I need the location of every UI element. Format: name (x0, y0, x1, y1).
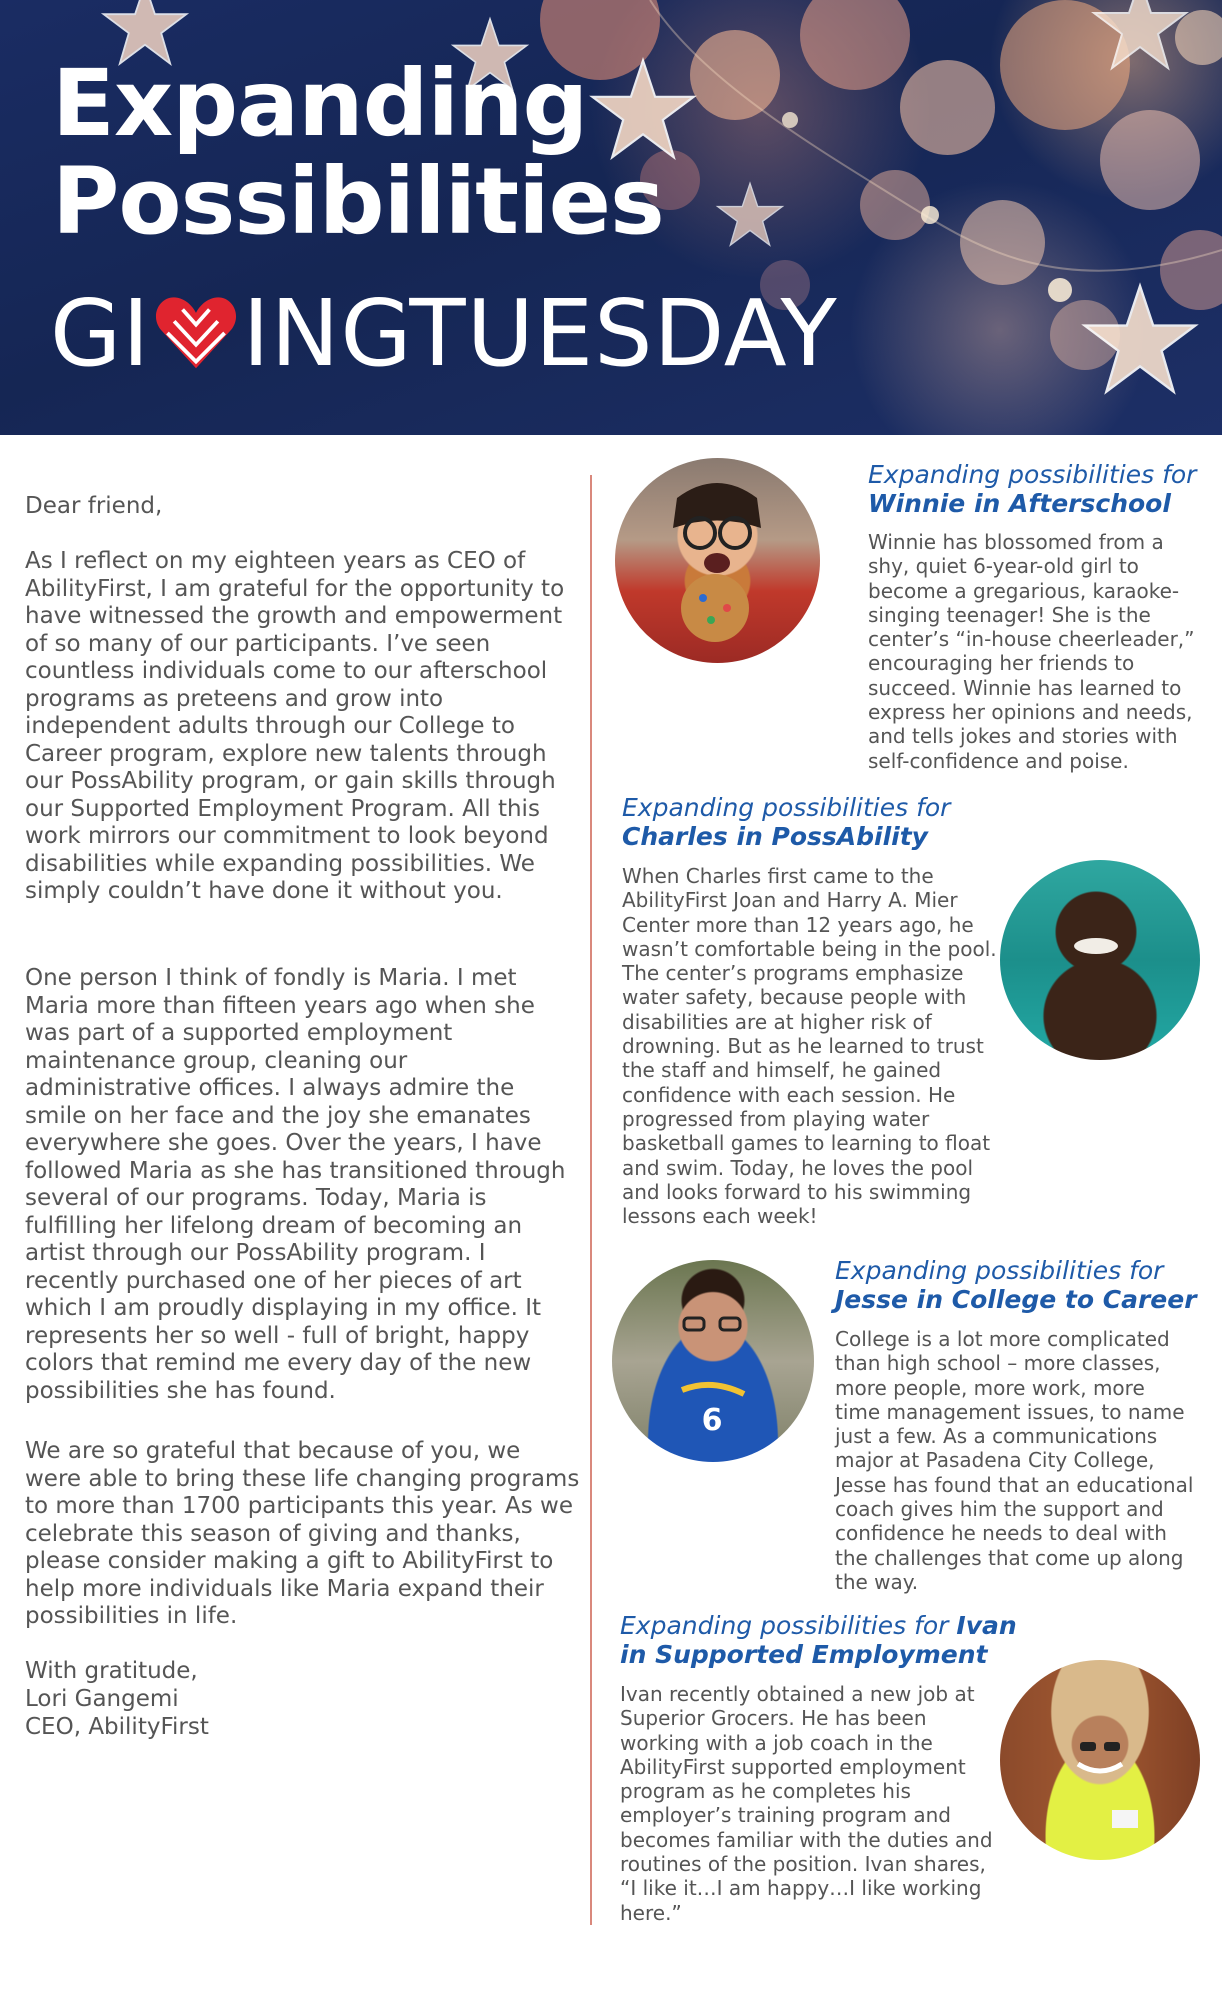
swimmer-smile-icon (1000, 860, 1200, 1060)
letter-paragraph-2: One person I think of fondly is Maria. I met Maria more than fifteen years ago when she was part of a supported employment maintenance group, cleaning our administrative offices. I always admire the smile on her face and the joy she emanates everywhere she goes. Over the years, I have followed Maria as she has transitioned through several of our programs. Today, Maria is fulfilling her lifelong dream of becoming an artist through our PossAbility program. I recently purchased one of her pieces of art which I am proudly displaying in my office. It represents her so well - full of bright, happy colors that remind me every day of the new possibilities she has found. (25, 965, 566, 1404)
story-heading-prefix: Expanding possibilities for (868, 460, 1197, 489)
story-body-ivan: Ivan recently obtained a new job at Superior Grocers. He has been working with a job coach in the AbilityFirst supported employment program as he completes his employer’s training program and becomes familiar with the duties and routines of the position. Ivan shares, “I like it…I am happy…I like working here.” (620, 1682, 993, 1925)
letter-greeting: Dear friend, (25, 493, 163, 519)
story-heading-ivan (620, 1611, 1030, 1669)
title-line-2: Possibilities (52, 148, 664, 255)
heart-logo-icon (154, 290, 238, 376)
giving-tuesday-text-right: INGTUESDAY (242, 279, 838, 387)
story-heading-bold: in Supported Employment (620, 1640, 988, 1669)
signature-title: CEO, AbilityFirst (25, 1714, 209, 1740)
story-heading-prefix: Expanding possibilities for (835, 1256, 1164, 1285)
story-heading-bold-inline: Ivan (956, 1611, 1017, 1640)
jesse-photo (612, 1260, 814, 1462)
letter-closing: With gratitude, (25, 1658, 198, 1684)
rams-jersey-icon (612, 1260, 814, 1462)
signature-name: Lori Gangemi (25, 1686, 179, 1712)
glasses-icon (615, 458, 820, 663)
charles-photo (1000, 860, 1200, 1060)
story-heading-bold: Jesse in College to Career (835, 1285, 1197, 1314)
giving-tuesday-text-left: GI (50, 279, 151, 387)
letter-paragraph-3: We are so grateful that because of you, we were able to bring these life changing programs to more than 1700 participants this year. As we celebrate this season of giving and thanks, please consider making a gift to AbilityFirst to help more individuals like Maria expand their possibilities in life. (25, 1438, 580, 1629)
column-divider (590, 475, 592, 1925)
story-heading-prefix: Expanding possibilities for (622, 793, 951, 822)
giving-tuesday-logo (50, 278, 838, 388)
winnie-photo (615, 458, 820, 663)
story-heading-winnie (868, 460, 1208, 518)
story-heading-charles (622, 793, 1002, 851)
story-heading-prefix: Expanding possibilities for (620, 1611, 949, 1640)
header-banner (0, 0, 1222, 435)
letter-paragraph-1: As I reflect on my eighteen years as CEO of AbilityFirst, I am grateful for the opportunity to have witnessed the growth and empowerment of so many of our participants. I’ve seen countless individuals come to our afterschool programs as preteens and grow into independent adults through our College to Career program, explore new talents through our PossAbility program, or gain skills through our Supported Employment Program. All this work mirrors our commitment to look beyond disabilities while expanding possibilities. We simply couldn’t have done it without you. (25, 548, 565, 904)
ivan-photo (1000, 1660, 1200, 1860)
story-heading-bold: Winnie in Afterschool (868, 489, 1171, 518)
story-heading-jesse (835, 1256, 1210, 1314)
svg-text:6: 6 (701, 1403, 723, 1438)
story-body-jesse: College is a lot more complicated than high school – more classes, more people, more work, more time management issues, to name just a few. As a communications major at Pasadena City College, Jesse has found that an educational coach gives him the support and confidence he needs to deal with the challenges that come up along the way. (835, 1327, 1194, 1594)
hat-vest-icon (1000, 1660, 1200, 1860)
story-body-winnie: Winnie has blossomed from a shy, quiet 6-year-old girl to become a gregarious, karaoke-singing teenager! She is the center’s “in-house cheerleader,” encouraging her friends to succeed. Winnie has learned to express her opinions and needs, and tells jokes and stories with self-confidence and poise. (868, 530, 1195, 773)
story-heading-bold: Charles in PossAbility (622, 822, 928, 851)
title-line-1: Expanding (52, 50, 588, 157)
story-body-charles: When Charles first came to the AbilityFirst Joan and Harry A. Mier Center more than 12 years ago, he wasn’t comfortable being in the pool. The center’s programs emphasize water safety, because people with disabilities are at higher risk of drowning. But as he learned to trust the staff and himself, he gained confidence with each session. He progressed from playing water basketball games to learning to float and swim. Today, he loves the pool and looks forward to his swimming lessons each week! (622, 864, 997, 1229)
